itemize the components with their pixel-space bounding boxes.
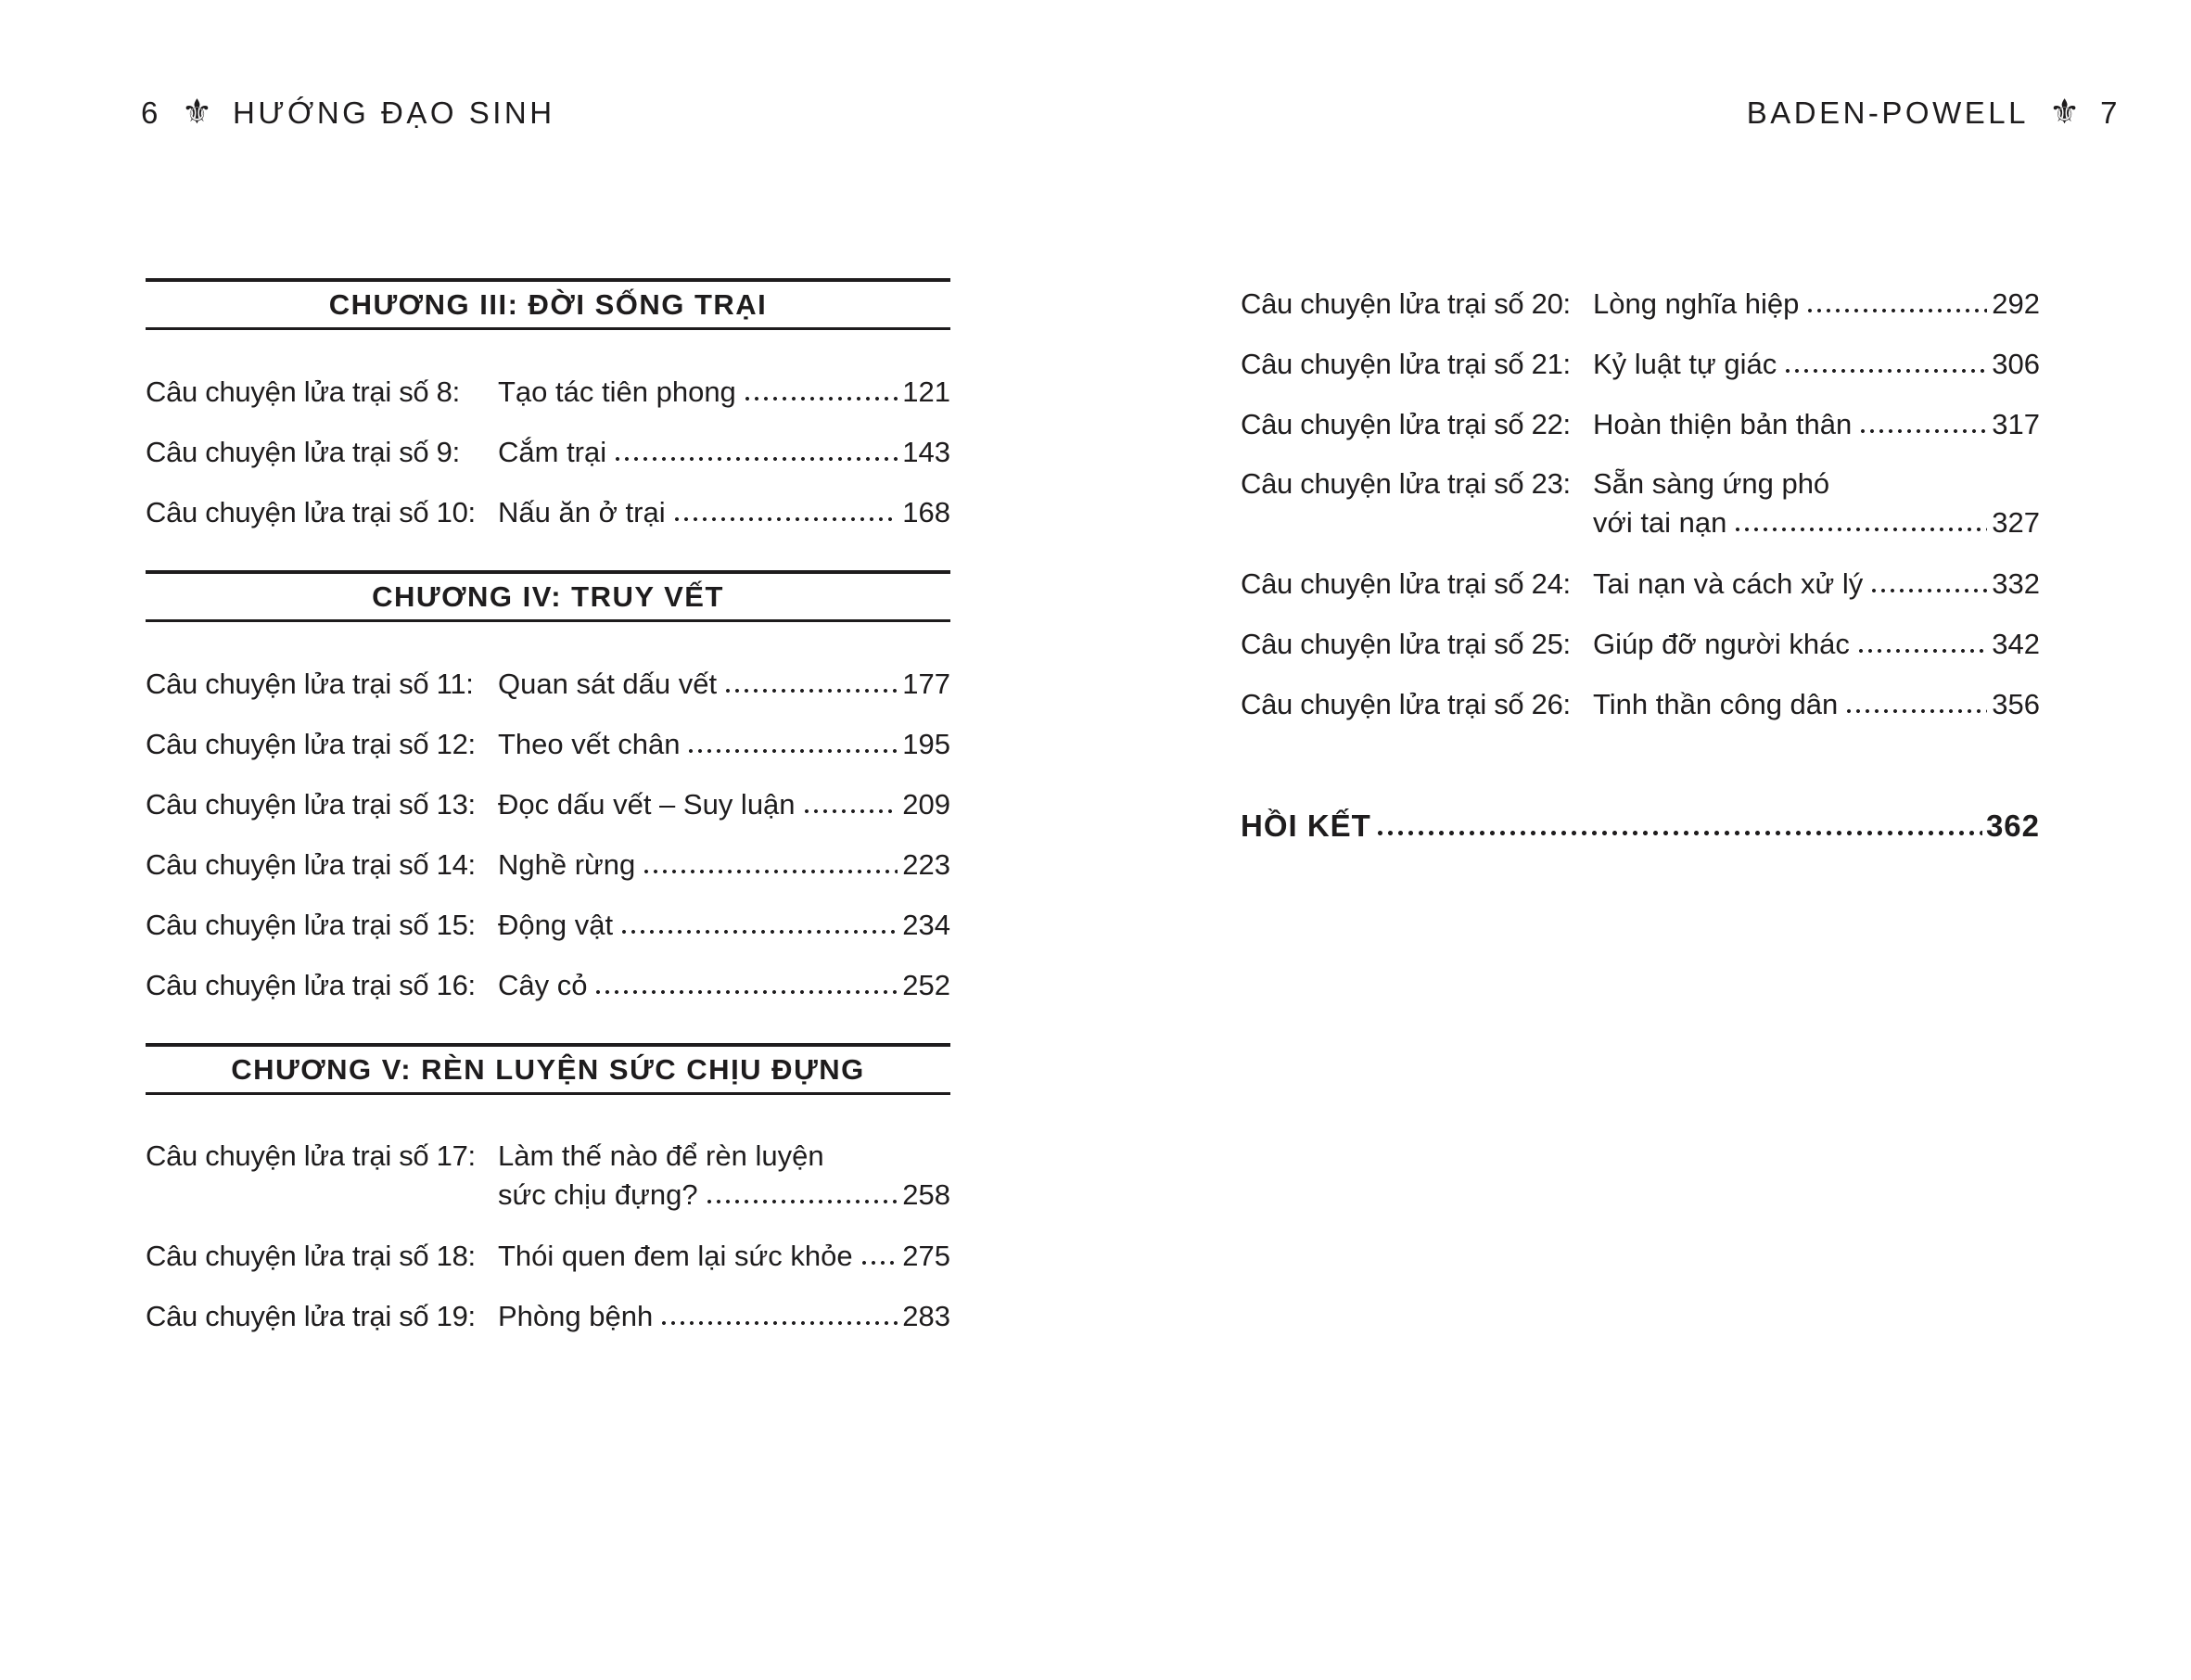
entry-title: Nấu ăn ở trại [498, 495, 666, 528]
entry-label: Câu chuyện lửa trại số 25: [1241, 627, 1571, 660]
entry-title: Tai nạn và cách xử lý [1593, 566, 1864, 600]
entry-title: Cắm trại [498, 435, 607, 468]
entry-label: Câu chuyện lửa trại số 24: [1241, 566, 1571, 600]
entry-title: Cây cỏ [498, 968, 588, 1001]
dot-leader [1783, 368, 1987, 374]
entry-label: Câu chuyện lửa trại số 9: [146, 435, 460, 468]
entry-label: Câu chuyện lửa trại số 14: [146, 847, 476, 881]
fleur-de-lis-icon: ⚜ [2048, 91, 2081, 132]
entry-title: Động vật [498, 908, 614, 941]
dot-leader [1858, 428, 1987, 434]
entry-page-number: 143 [902, 435, 950, 468]
entry-page-number: 342 [1992, 627, 2040, 660]
dot-leader [1844, 708, 1987, 714]
section-heading: CHƯƠNG III: ĐỜI SỐNG TRẠI [146, 278, 950, 330]
entry-page-number: 252 [902, 968, 950, 1001]
toc-entry-8 [146, 362, 950, 422]
entry-page-number: 195 [902, 727, 950, 760]
toc-entry-18 [146, 1226, 950, 1286]
toc-entry-20 [1241, 274, 2040, 334]
dot-leader [593, 989, 898, 995]
section-heading: CHƯƠNG IV: TRUY VẾT [146, 570, 950, 622]
entry-title: Kỷ luật tự giác [1593, 347, 1777, 380]
entry-title: Phòng bệnh [498, 1299, 654, 1332]
entry-title: Quan sát dấu vết [498, 667, 718, 700]
entry-page-number: 234 [902, 908, 950, 941]
toc-column-left [146, 278, 950, 1346]
entry-label: Câu chuyện lửa trại số 17: [146, 1139, 476, 1172]
toc-entry-9 [146, 422, 950, 482]
entry-page-number: 327 [1992, 506, 2040, 539]
entry-page-number: 258 [902, 1178, 950, 1211]
dot-leader [723, 688, 898, 694]
book-title: HƯỚNG ĐẠO SINH [233, 95, 555, 130]
dot-leader [619, 929, 898, 935]
entry-title: Đọc dấu vết – Suy luận [498, 787, 796, 821]
entry-label: Câu chuyện lửa trại số 15: [146, 908, 476, 941]
dot-leader [705, 1199, 898, 1204]
fleur-de-lis-icon: ⚜ [181, 91, 213, 132]
entry-label: Câu chuyện lửa trại số 16: [146, 968, 476, 1001]
toc-entry-23 [1241, 454, 2040, 554]
entry-title-line1: Sẵn sàng ứng phó [1593, 467, 1830, 500]
entry-page-number: 356 [1992, 687, 2040, 720]
entry-label: Câu chuyện lửa trại số 19: [146, 1299, 476, 1332]
entry-label: Câu chuyện lửa trại số 8: [146, 375, 460, 408]
toc-entry-22 [1241, 394, 2040, 454]
dot-leader [659, 1320, 898, 1326]
toc-entry-21 [1241, 334, 2040, 394]
entry-label: Câu chuyện lửa trại số 18: [146, 1239, 476, 1272]
section-heading: CHƯƠNG V: RÈN LUYỆN SỨC CHỊU ĐỰNG [146, 1043, 950, 1095]
dot-leader [1375, 830, 1982, 836]
toc-entry-hoi-ket [1241, 795, 2040, 856]
dot-leader [1869, 588, 1987, 593]
page-number-right: 7 [2100, 95, 2121, 130]
dot-leader [613, 456, 898, 462]
running-head-right [1747, 93, 2121, 134]
entry-label: Câu chuyện lửa trại số 12: [146, 727, 476, 760]
entry-page-number: 209 [902, 787, 950, 821]
entry-page-number: 223 [902, 847, 950, 881]
entry-label: Câu chuyện lửa trại số 21: [1241, 347, 1571, 380]
dot-leader [1733, 527, 1987, 532]
toc-section-chuong-3 [146, 278, 950, 542]
entry-label: Câu chuyện lửa trại số 20: [1241, 286, 1571, 320]
dot-leader [743, 396, 898, 401]
dot-leader [672, 516, 898, 522]
entry-label: Câu chuyện lửa trại số 10: [146, 495, 476, 528]
dot-leader [802, 808, 898, 814]
entry-page-number: 275 [902, 1239, 950, 1272]
toc-entry-10 [146, 482, 950, 542]
toc-entry-19 [146, 1286, 950, 1346]
dot-leader [860, 1260, 898, 1266]
dot-leader [1856, 648, 1987, 654]
running-head-left [141, 93, 555, 134]
entry-page-number: 362 [1985, 808, 2040, 843]
entry-page-number: 332 [1992, 566, 2040, 600]
entry-title-line2: sức chịu đựng? [498, 1178, 698, 1211]
toc-column-right [1241, 274, 2040, 856]
toc-entry-15 [146, 895, 950, 955]
page-number-left: 6 [141, 95, 161, 130]
toc-entry-13 [146, 774, 950, 834]
toc-entry-17 [146, 1126, 950, 1226]
entry-label: Câu chuyện lửa trại số 23: [1241, 467, 1571, 500]
entry-page-number: 292 [1992, 286, 2040, 320]
entry-page-number: 177 [902, 667, 950, 700]
entry-title: Nghề rừng [498, 847, 636, 881]
toc-entry-24 [1241, 554, 2040, 614]
entry-title: Giúp đỡ người khác [1593, 627, 1850, 660]
entry-label: Câu chuyện lửa trại số 22: [1241, 407, 1571, 440]
entry-page-number: 283 [902, 1299, 950, 1332]
dot-leader [1805, 308, 1987, 313]
toc-entry-11 [146, 654, 950, 714]
closing-label: HỒI KẾT [1241, 808, 1371, 843]
toc-entry-16 [146, 955, 950, 1015]
toc-entry-14 [146, 834, 950, 895]
entry-label: Câu chuyện lửa trại số 11: [146, 667, 474, 700]
toc-entry-12 [146, 714, 950, 774]
toc-entry-25 [1241, 614, 2040, 674]
entry-title: Theo vết chân [498, 727, 681, 760]
entry-page-number: 317 [1992, 407, 2040, 440]
dot-leader [686, 748, 898, 754]
entry-title-line1: Làm thế nào để rèn luyện [498, 1139, 824, 1172]
entry-page-number: 306 [1992, 347, 2040, 380]
entry-page-number: 121 [902, 375, 950, 408]
entry-title: Hoàn thiện bản thân [1593, 407, 1853, 440]
dot-leader [642, 869, 898, 874]
toc-entry-26 [1241, 674, 2040, 734]
toc-section-chuong-5 [146, 1043, 950, 1346]
book-author: BADEN-POWELL [1746, 95, 2029, 130]
entry-title: Tạo tác tiên phong [498, 375, 736, 408]
entry-title-line2: với tai nạn [1593, 506, 1727, 539]
entry-title: Lòng nghĩa hiệp [1593, 286, 1800, 320]
entry-page-number: 168 [902, 495, 950, 528]
entry-title: Thói quen đem lại sức khỏe [498, 1239, 853, 1272]
entry-label: Câu chuyện lửa trại số 26: [1241, 687, 1571, 720]
toc-section-chuong-4 [146, 570, 950, 1015]
entry-label: Câu chuyện lửa trại số 13: [146, 787, 476, 821]
entry-title: Tinh thần công dân [1593, 687, 1839, 720]
